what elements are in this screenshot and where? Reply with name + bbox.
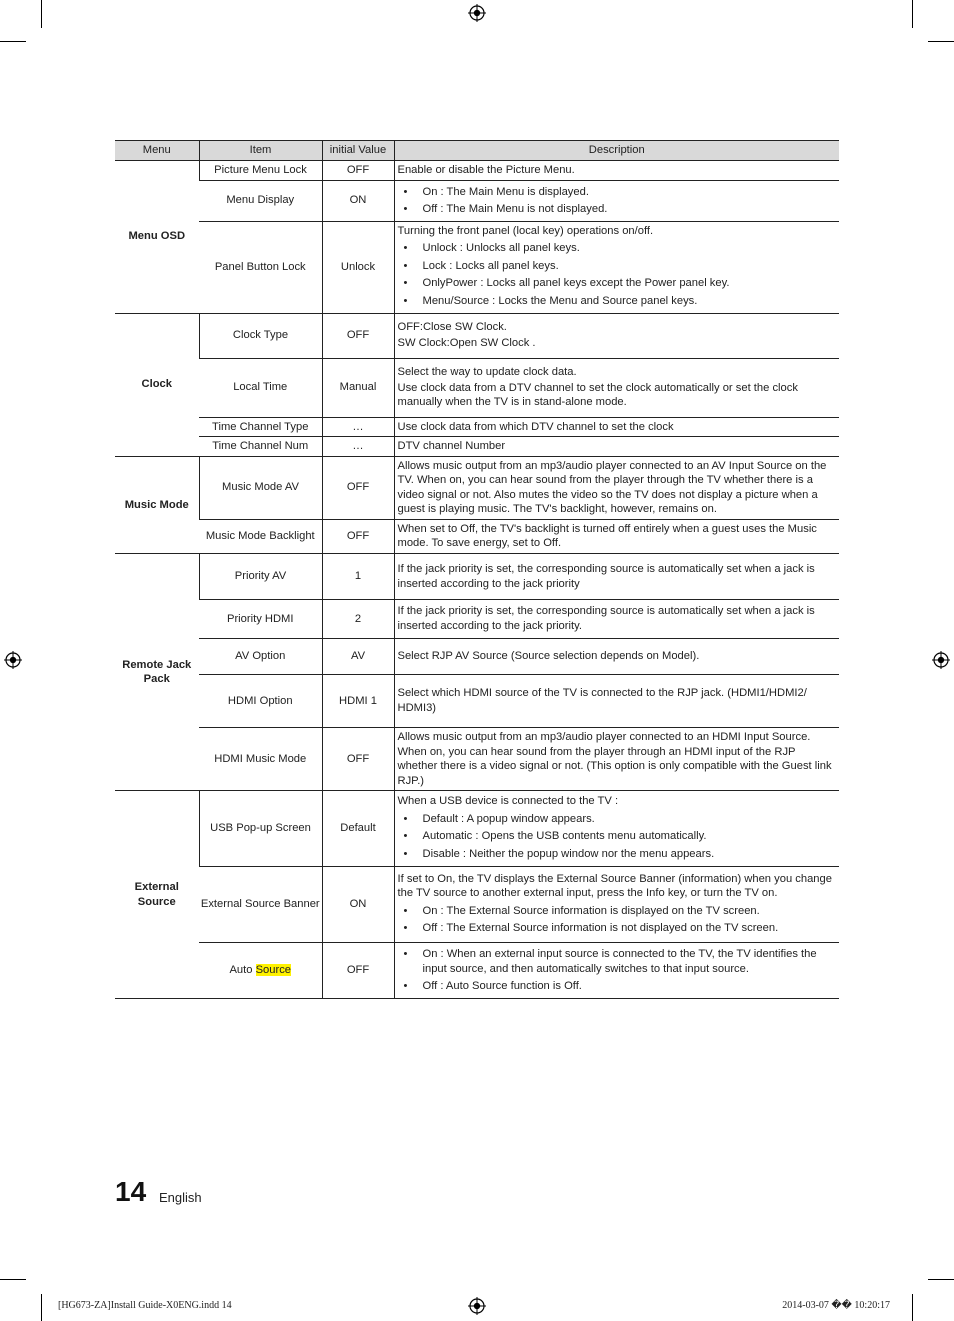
item-label: Panel Button Lock <box>214 260 306 273</box>
crop-mark <box>0 1279 26 1280</box>
item-label: Menu Display <box>226 194 295 207</box>
description-text: OFF:Close SW Clock. <box>397 321 507 334</box>
description-bullet: • OnlyPower : Locks all panel keys except the Power panel key. <box>398 276 837 291</box>
table-row <box>115 221 839 313</box>
item-cell <box>199 639 322 675</box>
description-text: When a USB device is connected to the TV : <box>397 795 619 808</box>
item-cell <box>199 358 322 417</box>
description-cell <box>394 600 839 639</box>
description-cell <box>394 675 839 728</box>
menu-cell: External Source <box>115 791 199 999</box>
description-bullet: • Disable : Neither the popup window nor the menu appears. <box>398 847 837 862</box>
menu-cell: Remote Jack Pack <box>115 554 199 791</box>
item-label-highlight: Source <box>255 964 292 977</box>
description-bullet: • Lock : Locks all panel keys. <box>398 259 837 274</box>
description-cell <box>394 437 839 457</box>
description-list <box>398 185 837 217</box>
initial-value-cell: HDMI 1 <box>322 675 394 728</box>
description-cell <box>394 358 839 417</box>
description-text: Use clock data from which DTV channel to set the clock <box>397 420 674 433</box>
item-label: Picture Menu Lock <box>214 164 307 176</box>
description-cell <box>394 728 839 791</box>
description-text: If the jack priority is set, the corresponding source is automatically set when a jack is inserted according to the jack priority <box>397 562 815 590</box>
item-cell <box>199 600 322 639</box>
description-bullet: • On : When an external input source is connected to the TV, the TV identifies the input source, and then automatically switches to that input source. <box>398 947 837 976</box>
registration-mark-icon <box>468 1297 486 1315</box>
item-label: Auto <box>229 964 253 977</box>
item-label: AV Option <box>235 650 286 663</box>
footer-file: [HG673-ZA]Install Guide-X0ENG.indd 14 <box>58 1300 232 1311</box>
menu-cell: Clock <box>115 313 199 456</box>
settings-table <box>115 140 839 999</box>
description-bullet: • Off : Auto Source function is Off. <box>398 979 837 994</box>
description-text: Use clock data from a DTV channel to set the clock automatically or set the clock manually when the TV is in stand-alone mode. <box>397 381 798 409</box>
crop-mark <box>928 41 954 42</box>
header-menu: Menu <box>115 141 199 161</box>
item-cell <box>199 675 322 728</box>
item-cell <box>199 456 322 519</box>
table-row <box>115 791 839 867</box>
registration-mark-icon <box>932 651 950 669</box>
description-cell <box>394 456 839 519</box>
header-initial-value: initial Value <box>322 141 394 161</box>
item-cell <box>199 867 322 943</box>
item-label: USB Pop-up Screen <box>210 822 311 835</box>
initial-value-cell: ON <box>322 180 394 221</box>
crop-mark <box>41 0 42 28</box>
item-cell <box>199 161 322 181</box>
initial-value-cell: 1 <box>322 554 394 600</box>
table-row <box>115 358 839 417</box>
description-cell <box>394 180 839 221</box>
description-bullet: • On : The Main Menu is displayed. <box>398 185 837 200</box>
description-text: Select RJP AV Source (Source selection depends on Model). <box>397 650 700 663</box>
description-bullet: • Off : The External Source information is not displayed on the TV screen. <box>398 921 837 936</box>
item-label: Time Channel Type <box>212 420 309 433</box>
item-cell <box>199 791 322 867</box>
description-bullet: • Automatic : Opens the USB contents menu automatically. <box>398 829 837 844</box>
item-label: External Source Banner <box>200 898 320 911</box>
item-cell <box>199 554 322 600</box>
description-text: When set to Off, the TV's backlight is turned off entirely when a guest uses the Music mode. To save energy, set to Off. <box>397 522 817 550</box>
description-text: Allows music output from an mp3/audio player connected to an HDMI Input Source. When on, you can hear sound from the player through an HDMI input of the RJP whether there is a video signal or not. (This option is only compatible with the Guest link RJP.) <box>397 731 832 787</box>
initial-value-cell: … <box>322 417 394 437</box>
description-cell <box>394 161 839 181</box>
item-label: Time Channel Num <box>212 440 309 453</box>
description-cell <box>394 867 839 943</box>
item-label: Local Time <box>233 381 288 394</box>
description-text: SW Clock:Open SW Clock . <box>397 337 536 349</box>
initial-value-cell: … <box>322 437 394 457</box>
description-text: If the jack priority is set, the corresponding source is automatically set when a jack is inserted according to the jack priority. <box>397 605 815 632</box>
item-label: Priority HDMI <box>226 612 294 625</box>
item-cell <box>199 437 322 457</box>
crop-mark <box>912 1294 913 1321</box>
initial-value-cell: OFF <box>322 519 394 553</box>
description-cell <box>394 417 839 437</box>
initial-value-cell: AV <box>322 639 394 675</box>
description-list <box>398 904 837 936</box>
table-header-row <box>115 141 839 161</box>
description-cell <box>394 639 839 675</box>
header-description: Description <box>394 141 839 161</box>
table-row <box>115 456 839 519</box>
item-label: Priority AV <box>234 570 287 583</box>
item-cell <box>199 728 322 791</box>
menu-cell: Menu OSD <box>115 161 199 314</box>
description-text: DTV channel Number <box>397 440 506 453</box>
table-row <box>115 554 839 600</box>
crop-mark <box>0 41 26 42</box>
initial-value-cell: OFF <box>322 456 394 519</box>
item-label: Clock Type <box>232 329 289 342</box>
table-row <box>115 180 839 221</box>
crop-mark <box>41 1294 42 1321</box>
description-bullet: • On : The External Source information is displayed on the TV screen. <box>398 904 837 919</box>
item-cell <box>199 417 322 437</box>
item-label: Music Mode AV <box>222 481 299 494</box>
description-list <box>398 241 837 308</box>
description-list <box>398 812 837 862</box>
description-cell <box>394 221 839 313</box>
item-label: HDMI Music Mode <box>214 752 307 765</box>
description-cell <box>394 313 839 358</box>
description-text: Turning the front panel (local key) operations on/off. <box>397 224 654 237</box>
initial-value-cell: Manual <box>322 358 394 417</box>
registration-mark-icon <box>4 651 22 669</box>
description-text: Select the way to update clock data. <box>397 366 577 379</box>
header-item: Item <box>199 141 322 161</box>
table-row <box>115 600 839 639</box>
description-text: Allows music output from an mp3/audio player connected to an AV Input Source on the TV. When on, you can hear sound from the player through the TV whether there is a video signal or not. Also mutes the video so the TV does not display a picture when a guest is playing music. The TV's backlight, however, remains on. <box>397 459 827 516</box>
description-text: Select which HDMI source of the TV is connected to the RJP jack. (HDMI1/HDMI2/ HDMI3) <box>397 687 807 714</box>
registration-mark-icon <box>468 4 486 22</box>
page-number: 14 <box>115 1176 147 1207</box>
description-bullet: • Menu/Source : Locks the Menu and Source panel keys. <box>398 294 837 309</box>
table-row <box>115 437 839 457</box>
table-row <box>115 867 839 943</box>
initial-value-cell: Unlock <box>322 221 394 313</box>
initial-value-cell: ON <box>322 867 394 943</box>
description-bullet: • Off : The Main Menu is not displayed. <box>398 202 837 217</box>
description-text: Enable or disable the Picture Menu. <box>397 164 575 176</box>
description-cell <box>394 943 839 999</box>
table-row <box>115 675 839 728</box>
description-list <box>398 947 837 994</box>
initial-value-cell: OFF <box>322 161 394 181</box>
initial-value-cell: OFF <box>322 728 394 791</box>
footer-datetime: 2014-03-07 �� 10:20:17 <box>782 1300 890 1311</box>
item-cell <box>199 313 322 358</box>
description-cell <box>394 554 839 600</box>
description-cell <box>394 519 839 553</box>
description-text: If set to On, the TV displays the External Source Banner (information) when you change the TV source to another external input, press the Info key, or turn the TV on. <box>397 872 832 900</box>
table-row <box>115 639 839 675</box>
table-row <box>115 728 839 791</box>
crop-mark <box>928 1279 954 1280</box>
initial-value-cell: 2 <box>322 600 394 639</box>
page-language: English <box>159 1190 202 1205</box>
initial-value-cell: OFF <box>322 943 394 999</box>
item-cell <box>199 221 322 313</box>
initial-value-cell: Default <box>322 791 394 867</box>
table-row <box>115 519 839 553</box>
crop-mark <box>912 0 913 28</box>
item-cell <box>199 180 322 221</box>
table-row <box>115 417 839 437</box>
table-row <box>115 943 839 999</box>
table-row <box>115 161 839 181</box>
initial-value-cell: OFF <box>322 313 394 358</box>
item-label: Music Mode Backlight <box>205 530 315 543</box>
item-cell <box>199 519 322 553</box>
menu-cell: Music Mode <box>115 456 199 553</box>
item-cell <box>199 943 322 999</box>
description-bullet: • Unlock : Unlocks all panel keys. <box>398 241 837 256</box>
description-cell <box>394 791 839 867</box>
item-label: HDMI Option <box>227 694 293 707</box>
table-row <box>115 313 839 358</box>
description-bullet: • Default : A popup window appears. <box>398 812 837 827</box>
